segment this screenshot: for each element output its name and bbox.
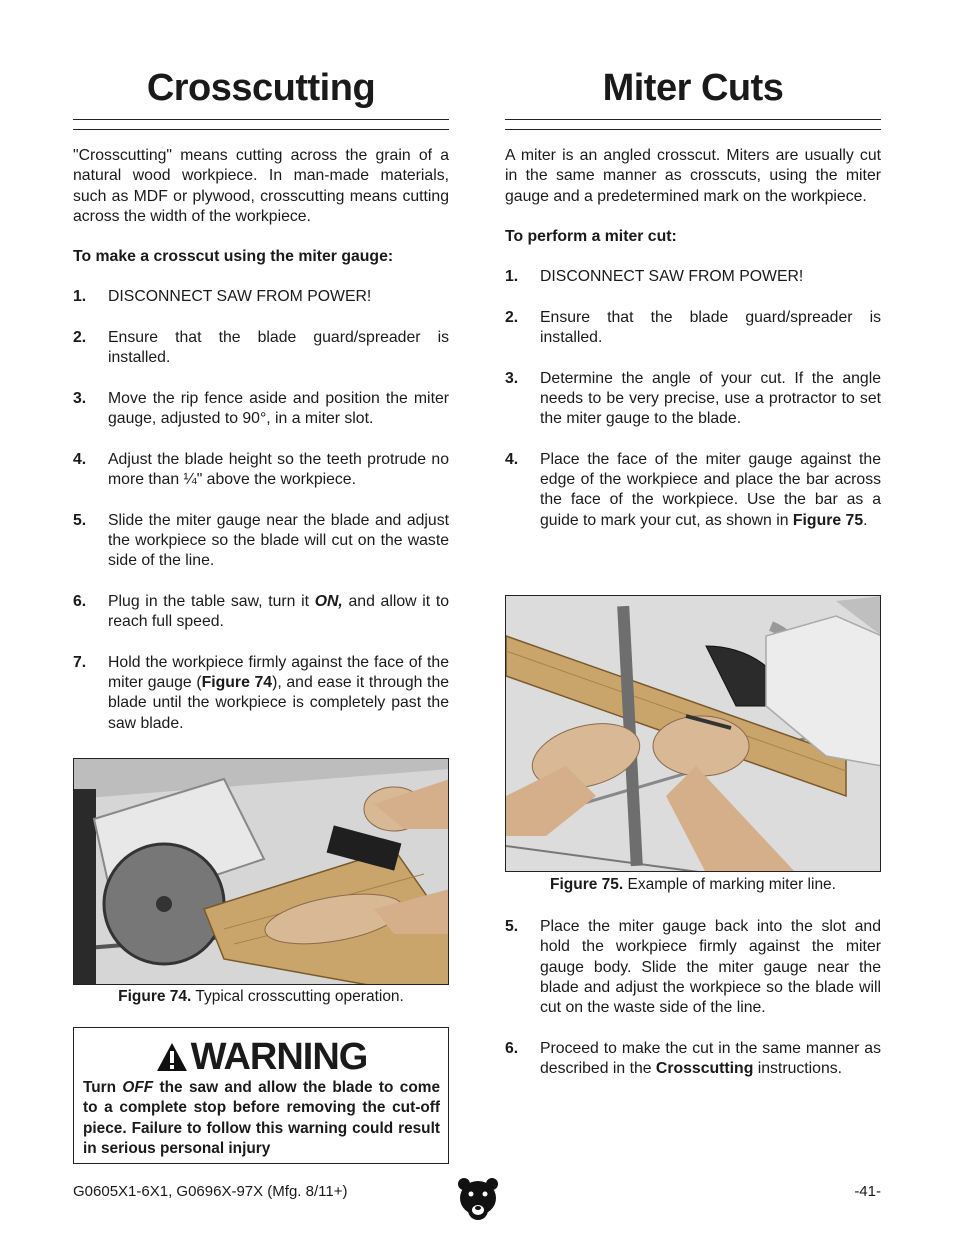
list-item: 5. Slide the miter gauge near the blade and adjust the workpiece so the blade will cut on the waste side of the line.: [73, 511, 449, 570]
crosscutting-body: [73, 146, 449, 754]
list-item: 2. Ensure that the blade guard/spreader is installed.: [73, 329, 449, 367]
emphasis-on: ON,: [314, 592, 343, 610]
miter-steps: [505, 267, 881, 531]
figure-75-ref: Figure 75: [792, 511, 864, 529]
title-rule-bottom: [73, 129, 449, 130]
list-item: 3. Determine the angle of your cut. If the angle needs to be very precise, use a protractor to set the miter gauge to the blade.: [505, 369, 881, 428]
crosscutting-lead: To make a crosscut using the miter gauge:: [73, 248, 394, 266]
list-item: 1. DISCONNECT SAW FROM POWER!: [505, 268, 804, 286]
miter-body: [505, 146, 881, 551]
figure-75-caption: Figure 75. Example of marking miter line.: [550, 876, 836, 893]
title-rule-top: [73, 119, 449, 120]
footer-model-numbers: G0605X1-6X1, G0696X-97X (Mfg. 8/11+): [73, 1183, 348, 1200]
crosscutting-intro: "Crosscutting" means cutting across the grain of a natural wood workpiece. In man-made materials, such as MDF or plywood, crosscutting means cutting across the width of the workpiece.: [73, 147, 449, 225]
list-item: 2. Ensure that the blade guard/spreader is installed.: [505, 308, 881, 347]
list-item: 6. Proceed to make the cut in the same manner as described in the Crosscutting instructions.: [505, 1039, 881, 1078]
miter-intro: A miter is an angled crosscut. Miters are usually cut in the same manner as crosscuts, using the miter gauge and a predetermined mark on the workpiece.: [505, 147, 881, 205]
section-title-crosscutting: Crosscutting: [146, 67, 376, 109]
list-item: 3. Move the rip fence aside and position the miter gauge, adjusted to 90°, in a miter slot.: [73, 389, 449, 428]
title-rule-top: [505, 119, 881, 120]
figure-75-image: [505, 595, 881, 872]
miter-lead: To perform a miter cut:: [505, 227, 677, 245]
list-item: 4. Place the face of the miter gauge against the edge of the workpiece and place the bar across the face of the workpiece. Use the bar as a guide to mark your cut, as shown in Figure 75.: [505, 450, 881, 529]
miter-steps-continued: [505, 917, 881, 1079]
miter-photo: [506, 596, 881, 872]
title-rule-bottom: [505, 129, 881, 130]
crosscutting-steps: [73, 287, 449, 734]
figure-74-image: [73, 758, 449, 985]
crosscut-photo: [74, 759, 449, 985]
list-item: 7. Hold the workpiece firmly against the face of the miter gauge (Figure 74), and ease it through the blade until the workpiece is completely past the saw blade.: [73, 653, 450, 732]
warning-heading: WARNING: [74, 1036, 448, 1082]
warning-box: [73, 1027, 449, 1164]
list-item: 5. Place the miter gauge back into the slot and hold the workpiece firmly against the miter gauge body. Slide the miter gauge near the blade and adjust the workpiece so the blade will cut on the waste side of the line.: [505, 918, 881, 1017]
grizzly-bear-logo-icon: [458, 1176, 498, 1227]
warning-text: Turn OFF the saw and allow the blade to come to a complete stop before removing the cut-off piece. Failure to follow this warning could result in serious personal injury: [83, 1079, 441, 1157]
list-item: 1. DISCONNECT SAW FROM POWER!: [73, 288, 372, 306]
miter-body-continued: [505, 917, 881, 1100]
crosscutting-ref: Crosscutting: [655, 1060, 754, 1078]
list-item: 4. Adjust the blade height so the teeth protrude no more than ¼" above the workpiece.: [73, 450, 449, 489]
emphasis-off: OFF: [122, 1079, 154, 1096]
figure-74-ref: Figure 74: [201, 674, 273, 692]
page-number: -41-: [854, 1183, 881, 1200]
figure-74-caption: Figure 74. Typical crosscutting operation.: [118, 988, 404, 1005]
section-title-miter-cuts: Miter Cuts: [602, 67, 784, 109]
warning-triangle-icon: [155, 1040, 189, 1082]
list-item: 6. Plug in the table saw, turn it ON, and allow it to reach full speed.: [73, 592, 450, 631]
